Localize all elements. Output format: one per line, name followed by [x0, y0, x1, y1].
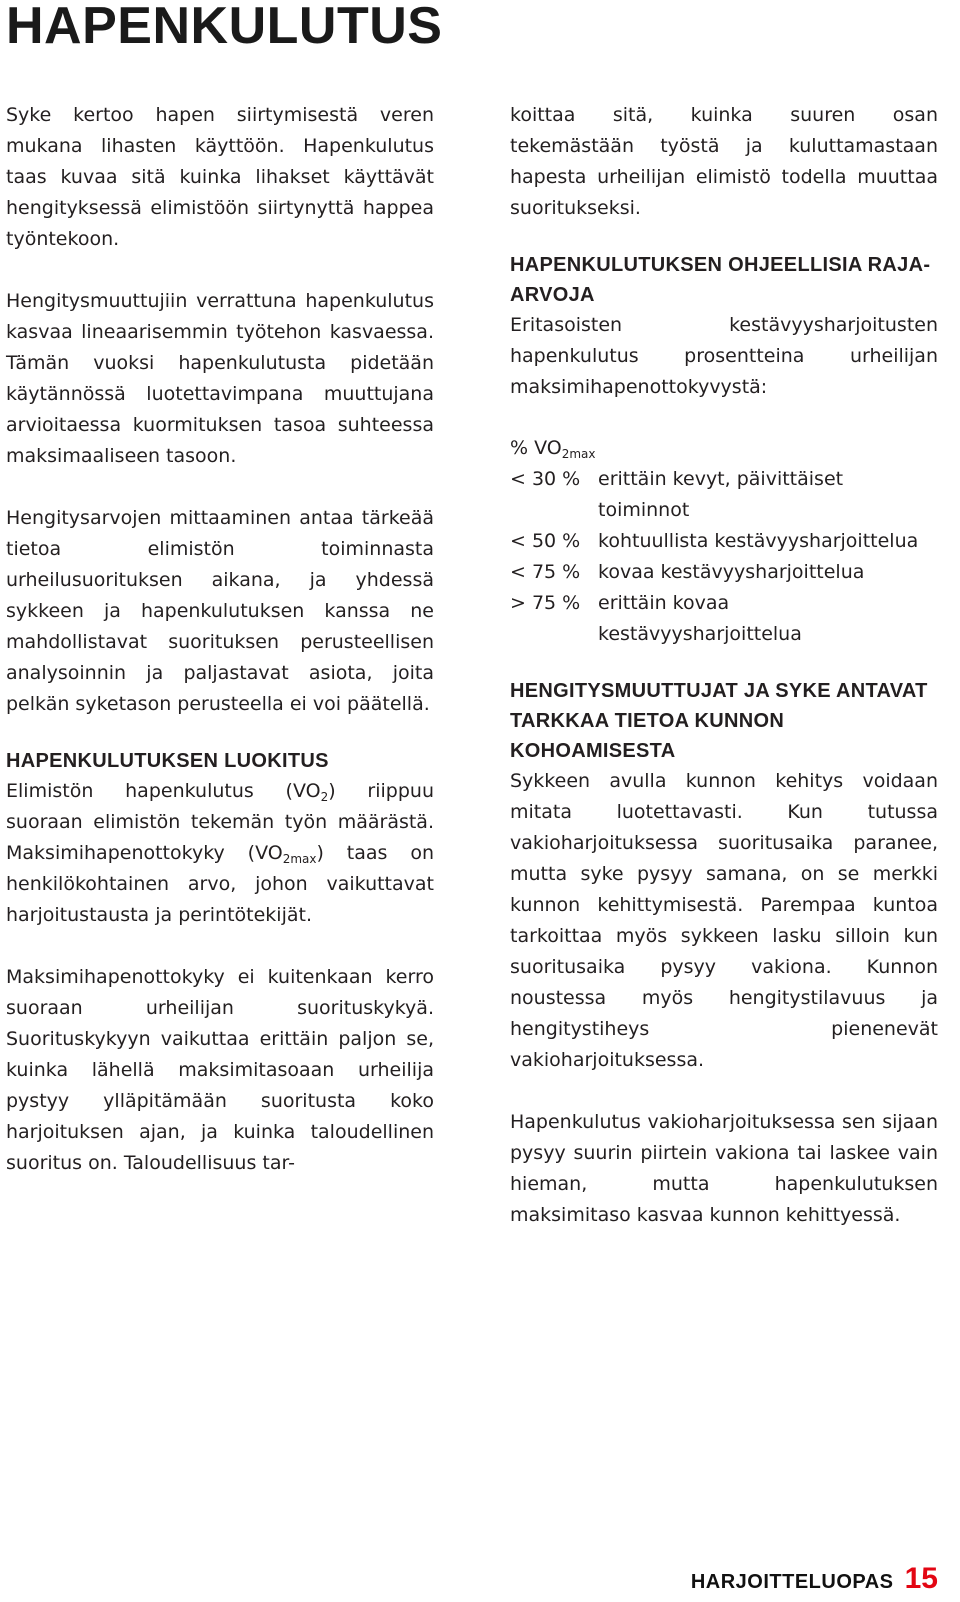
limit-description: erittäin kevyt, päivittäiset toiminnot — [598, 468, 844, 521]
paragraph: Sykkeen avulla kunnon kehitys voidaan mitata luotettavasti. Kun tutussa vakioharjoituksessa suoritusaika paranee, mutta syke pysyy samana, on se merkki kunnon kehittymisestä. Parempaa kuntoa tarkoittaa myös sykkeen lasku silloin kun suoritusaika pysyy vakiona. Kunnon noustessa myös hengitystilavuus ja hengitystiheys pienenevät vakioharjoituksessa. — [510, 770, 938, 1071]
limit-description: kohtuullista kestävyysharjoittelua — [598, 530, 919, 552]
paragraph: koittaa sitä, kuinka suuren osan tekemästään työstä ja kuluttamastaan hapesta urheilijan elimistö todella muuttaa suoritukseksi. — [510, 104, 938, 219]
paragraph: Eritasoisten kestävyysharjoitusten hapenkulutus prosentteina urheilijan maksimihapenottokyvystä: — [510, 314, 938, 398]
vo2max-table — [510, 464, 938, 650]
table-row — [510, 464, 938, 526]
limit-description: erittäin kovaa kestävyysharjoittelua — [598, 592, 802, 645]
limit-value: < 50 % — [510, 530, 581, 552]
right-column — [510, 100, 938, 1231]
table-row — [510, 557, 938, 588]
paragraph: Syke kertoo hapen siirtymisestä veren mukana lihasten käyttöön. Hapenkulutus taas kuvaa sitä kuinka lihakset käyttävät hengityksessä elimistöön siirtynyttä happea työntekoon. — [6, 104, 434, 250]
section-heading-raja-arvot: HAPENKULUTUKSEN OHJEELLISIA RAJA-ARVOJA — [510, 254, 931, 306]
table-row — [510, 588, 938, 650]
table-row — [510, 526, 938, 557]
page-number: 15 — [904, 1562, 938, 1595]
limit-description: kovaa kestävyysharjoittelua — [598, 561, 865, 583]
paragraph-vo2: Elimistön hapenkulutus $(VO_2)$ riippuu suoraan elimistön tekemän työn määrästä. Maksimihapenottokyky $(VO_{2max})$ taas on henkilökohtainen arvo, johon vaikuttavat harjoitustausta ja perintötekijät. — [6, 780, 434, 926]
footer-label: HARJOITTELUOPAS — [690, 1571, 894, 1593]
limit-value: > 75 % — [510, 592, 581, 614]
paragraph: Hapenkulutus vakioharjoituksessa sen sijaan pysyy suurin piirtein vakiona tai laskee vain hieman, mutta hapenkulutuksen maksimitaso kasvaa kunnon kehittyessä. — [510, 1111, 938, 1226]
paragraph: Hengitysarvojen mittaaminen antaa tärkeää tietoa elimistön toiminnasta urheilusuorituksen aikana, ja yhdessä sykkeen ja hapenkulutuksen kanssa ne mahdollistavat suorituksen perusteellisen analysoinnin ja paljastavat asiota, joita pelkän syketason perusteella ei voi päätellä. — [6, 507, 434, 715]
vo2max-table-header: % $VO_{2max}$ — [510, 437, 596, 461]
section-heading-luokitus: HAPENKULUTUKSEN LUOKITUS — [6, 750, 329, 772]
paragraph: Maksimihapenottokyky ei kuitenkaan kerro suoraan urheilijan suorituskykyä. Suorituskykyyn vaikuttaa erittäin paljon se, kuinka lähellä maksimitasoaan urheilija pystyy ylläpitämään suoritusta koko harjoituksen ajan, ja kuinka taloudellinen suoritus on. Taloudellisuus tar- — [6, 966, 434, 1174]
page-footer — [691, 1562, 938, 1596]
limit-value: < 30 % — [510, 468, 581, 490]
section-heading-kunto: HENGITYSMUUTTUJAT JA SYKE ANTAVAT TARKKAA TIETOA KUNNON KOHOAMISESTA — [510, 680, 928, 762]
left-column — [6, 100, 434, 1179]
paragraph: Hengitysmuuttujiin verrattuna hapenkulutus kasvaa lineaarisemmin työtehon kasvaessa. Tämän vuoksi hapenkulutusta pidetään käytännössä luotettavimpana muuttujana arvioitaessa kuormituksen tasoa suhteessa maksimaaliseen tasoon. — [6, 290, 434, 467]
limit-value: < 75 % — [510, 561, 581, 583]
page-title: HAPENKULUTUS — [6, 0, 443, 55]
